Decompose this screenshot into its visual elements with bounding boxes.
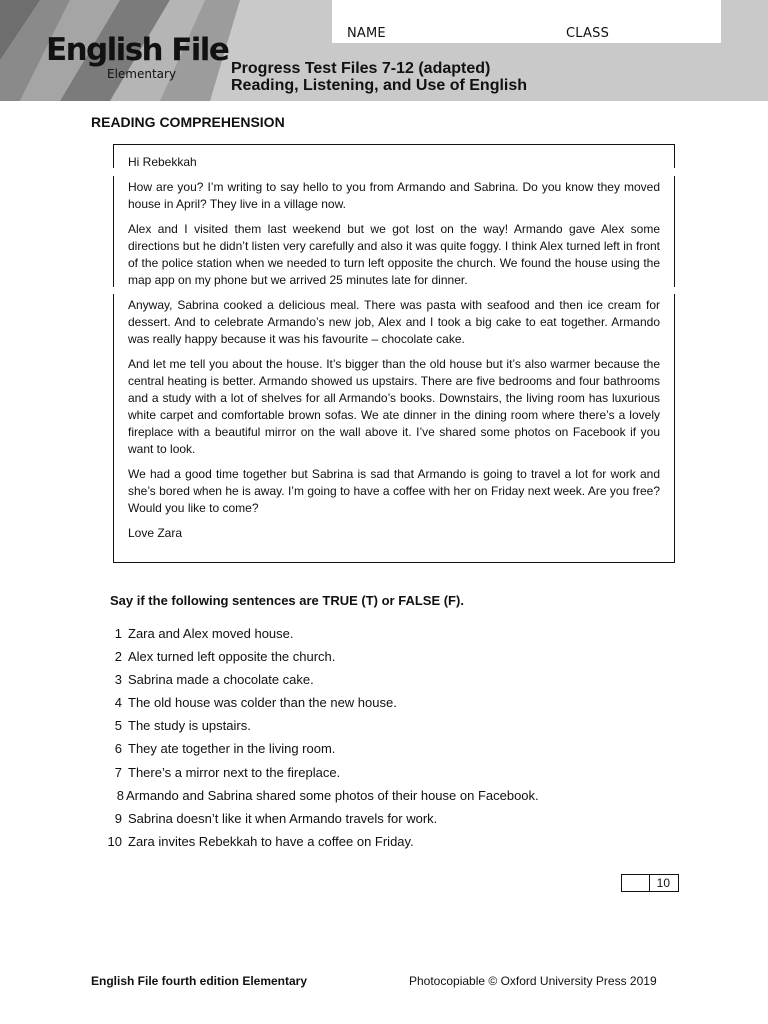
- instructions: Say if the following sentences are TRUE (T) or FALSE (F).: [110, 593, 464, 608]
- question-item: [100, 648, 660, 671]
- border-gap: [111, 168, 117, 176]
- question-number: 4: [114, 695, 122, 711]
- question-item: [100, 694, 660, 717]
- question-item: [100, 810, 660, 833]
- question-item: [100, 833, 660, 856]
- question-item: [100, 717, 660, 740]
- footer-copyright: Photocopiable © Oxford University Press 2019: [409, 974, 657, 988]
- score-divider: [649, 875, 650, 891]
- question-text: Zara invites Rebekkah to have a coffee on Friday.: [128, 833, 414, 849]
- border-gap: [671, 168, 677, 176]
- score-total: 10: [656, 876, 670, 890]
- question-number: 6: [114, 741, 122, 757]
- question-text: There’s a mirror next to the fireplace.: [128, 764, 341, 780]
- letter-paragraph: How are you? I’m writing to say hello to you from Armando and Sabrina. Do you know they moved house in April? They live in a village now.: [128, 180, 660, 211]
- border-gap: [671, 287, 677, 294]
- letter-greeting: Hi Rebekkah: [128, 155, 197, 169]
- question-number: 2: [114, 649, 122, 665]
- question-text: Zara and Alex moved house.: [128, 626, 294, 641]
- letter-paragraph: And let me tell you about the house. It’s bigger than the old house but it’s also warmer because the central heating is better. Armando showed us upstairs. There are five bedrooms and four bathrooms and a study with a lot of shelves for all Armando’s books. Downstairs, the living room has luxurious white carpet and comfortable brown sofas. We ate dinner in the dining room where there’s a lovely fireplace with a beautiful mirror on the wall above it. I’ve shared some photos on Facebook if you want to look.: [128, 357, 660, 456]
- section-heading: READING COMPREHENSION: [91, 114, 285, 130]
- question-number: 5: [114, 718, 122, 734]
- question-item: [100, 764, 660, 787]
- question-item: [100, 740, 660, 763]
- question-number: 3: [114, 672, 122, 688]
- question-text: Armando and Sabrina shared some photos of their house on Facebook.: [126, 787, 539, 803]
- test-subtitle: Reading, Listening, and Use of English: [231, 77, 528, 94]
- question-text: They ate together in the living room.: [128, 741, 336, 757]
- question-number: 10: [107, 833, 122, 849]
- question-number: 8: [116, 787, 124, 803]
- question-item: [100, 671, 660, 694]
- question-item: [100, 787, 660, 810]
- class-label: CLASS: [566, 26, 610, 41]
- question-text: Sabrina made a chocolate cake.: [128, 672, 314, 688]
- test-title: Progress Test Files 7-12 (adapted): [231, 60, 491, 77]
- question-text: The study is upstairs.: [128, 718, 251, 734]
- question-number: 1: [114, 626, 122, 641]
- border-gap: [111, 287, 117, 294]
- name-class-box: [332, 0, 721, 43]
- letter-paragraph: Alex and I visited them last weekend but we got lost on the way! Armando gave Alex some directions but he didn’t listen very carefully and also it was quite foggy. I think Alex turned left in front of the police station when we needed to turn left opposite the church. We found the house using the map app on my phone but we arrived 25 minutes late for dinner.: [128, 222, 660, 287]
- logo-title: English File: [46, 32, 229, 68]
- letter-paragraph: Anyway, Sabrina cooked a delicious meal. There was pasta with seafood and then ice cream for dessert. And to celebrate Armando’s new job, Alex and I took a big cake to eat together. Armando was really happy because it was his favourite – chocolate cake.: [128, 298, 660, 346]
- letter-paragraph: We had a good time together but Sabrina is sad that Armando is going to travel a lot for work and she’s bored when he is away. I’m going to have a coffee with her on Friday next week. Are you free? Would you like to come?: [128, 467, 660, 515]
- question-text: Sabrina doesn’t like it when Armando travels for work.: [128, 810, 438, 826]
- question-text: The old house was colder than the new house.: [128, 695, 397, 711]
- letter-box: [113, 144, 675, 563]
- question-text: Alex turned left opposite the church.: [128, 649, 336, 665]
- name-label: NAME: [347, 26, 386, 41]
- score-box: [621, 874, 679, 892]
- letter-signoff: Love Zara: [128, 526, 183, 540]
- question-number: 9: [114, 810, 122, 826]
- question-list: [100, 625, 660, 856]
- question-item: [100, 625, 660, 648]
- question-number: 7: [114, 764, 122, 780]
- footer-edition: English File fourth edition Elementary: [91, 974, 308, 988]
- logo-subtitle: Elementary: [107, 67, 177, 81]
